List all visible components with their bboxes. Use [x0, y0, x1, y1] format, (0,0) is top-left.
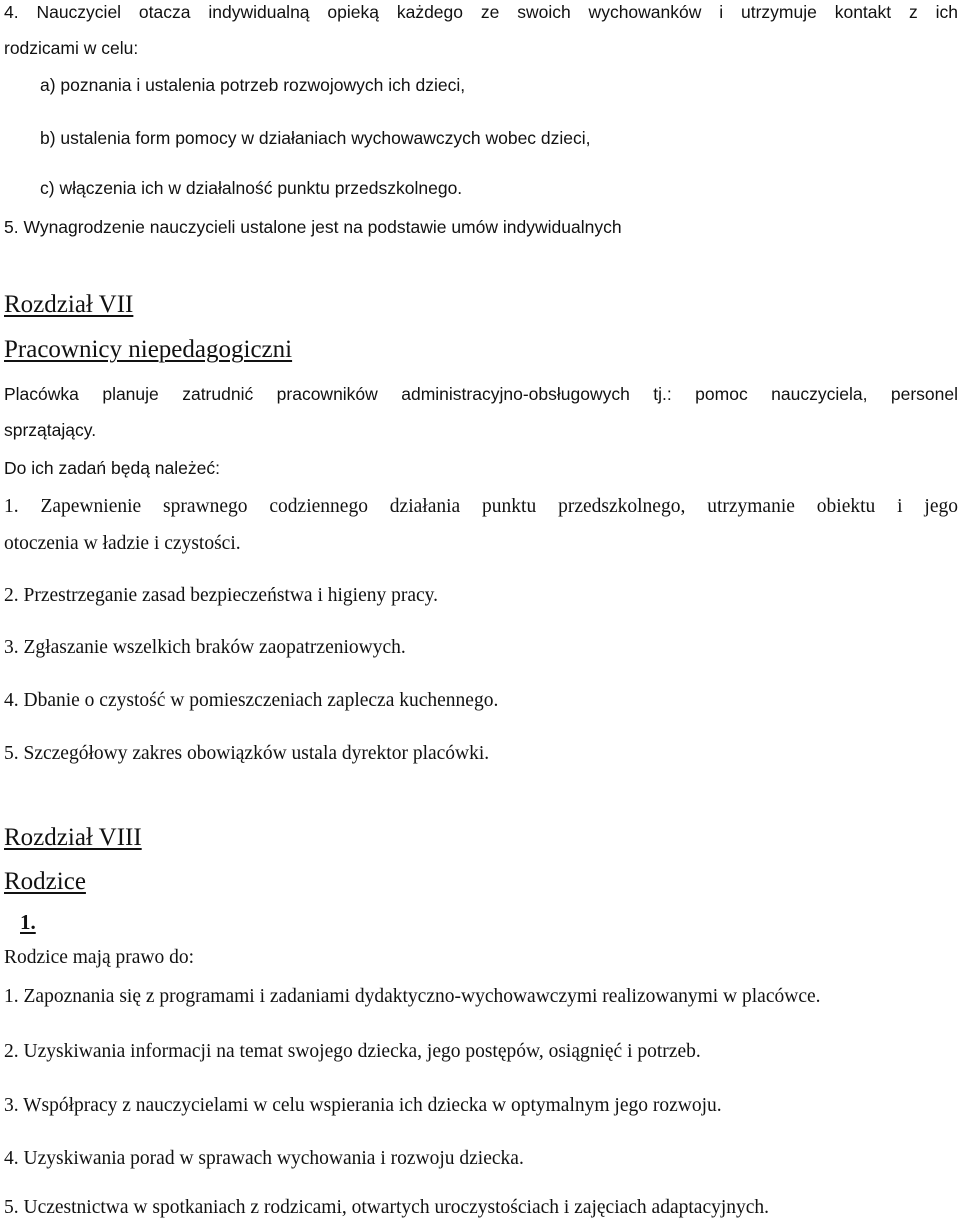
chapter8-rights-label: Rodzice mają prawo do:	[4, 947, 195, 968]
chapter8-right-5: 5. Uczestnictwa w spotkaniach z rodzicami, otwartych uroczystościach i zajęciach adaptacyjnych.	[4, 1197, 770, 1218]
chapter7-task2: 2. Przestrzeganie zasad bezpieczeństwa i higieny pracy.	[4, 585, 439, 606]
chapter7-subtitle: Pracownicy niepedagogiczni	[4, 336, 293, 363]
chapter8-right-3: 3. Współpracy z nauczycielami w celu wspierania ich dziecka w optymalnym jego rozwoju.	[4, 1095, 722, 1116]
chapter8-title: Rozdział VIII	[4, 824, 142, 851]
chapter7-intro-line2: sprzątający.	[4, 420, 97, 440]
chapter8-subtitle: Rodzice	[4, 868, 86, 895]
chapter8-right-2: 2. Uzyskiwania informacji na temat swojego dziecka, jego postępów, osiągnięć i potrzeb.	[4, 1041, 701, 1062]
chapter7-task1-line1: 1. Zapewnienie sprawnego codziennego działania punktu przedszkolnego, utrzymanie obiektu i jego	[4, 496, 958, 517]
chapter7-task4: 4. Dbanie o czystość w pomieszczeniach zaplecza kuchennego.	[4, 690, 499, 711]
chapter7-task1-line2: otoczenia w ładzie i czystości.	[4, 533, 241, 554]
chapter7-task5: 5. Szczegółowy zakres obowiązków ustala dyrektor placówki.	[4, 743, 490, 764]
chapter8-right-1: 1. Zapoznania się z programami i zadaniami dydaktyczno-wychowawczymi realizowanymi w placówce.	[4, 986, 821, 1007]
section4-item-a: a) poznania i ustalenia potrzeb rozwojowych ich dzieci,	[40, 75, 466, 95]
section4-point5: 5. Wynagrodzenie nauczycieli ustalone jest na podstawie umów indywidualnych	[4, 217, 622, 237]
section4-item-c: c) włączenia ich w działalność punktu przedszkolnego.	[40, 178, 463, 198]
chapter7-tasks-label: Do ich zadań będą należeć:	[4, 458, 220, 478]
chapter8-right-4: 4. Uzyskiwania porad w sprawach wychowania i rozwoju dziecka.	[4, 1148, 524, 1169]
chapter8-paragraph-number: 1.	[20, 910, 36, 934]
section4-intro-line2: rodzicami w celu:	[4, 38, 139, 58]
chapter7-intro-line1: Placówka planuje zatrudnić pracowników administracyjno-obsługowych tj.: pomoc nauczyciela, personel	[4, 384, 958, 404]
section4-intro-line1: 4. Nauczyciel otacza indywidualną opieką każdego ze swoich wychowanków i utrzymuje kontakt z ich	[4, 2, 958, 22]
chapter7-title: Rozdział VII	[4, 291, 134, 318]
chapter7-task3: 3. Zgłaszanie wszelkich braków zaopatrzeniowych.	[4, 637, 406, 658]
section4-item-b: b) ustalenia form pomocy w działaniach wychowawczych wobec dzieci,	[40, 128, 591, 148]
